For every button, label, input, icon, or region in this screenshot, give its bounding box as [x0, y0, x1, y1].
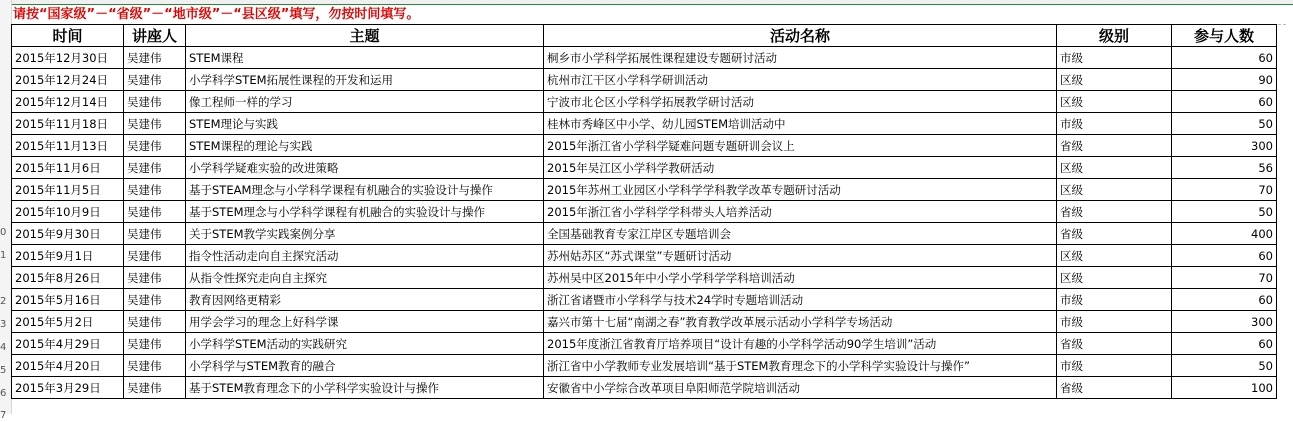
cell-topic[interactable]: 基于STEM理念与小学科学课程有机融合的实验设计与操作	[186, 201, 544, 223]
cell-time[interactable]: 2015年5月2日	[12, 311, 124, 333]
cell-speaker[interactable]: 吴建伟	[124, 289, 186, 311]
cell-level[interactable]: 市级	[1057, 355, 1172, 377]
cell-level[interactable]: 市级	[1057, 113, 1172, 135]
cell-speaker[interactable]: 吴建伟	[124, 201, 186, 223]
cell-participants[interactable]: 90	[1172, 69, 1277, 91]
cell-activity[interactable]: 桂林市秀峰区中小学、幼儿园STEM培训活动中	[544, 113, 1057, 135]
cell-activity[interactable]: 安徽省中小学综合改革项目阜阳师范学院培训活动	[544, 377, 1057, 399]
cell-speaker[interactable]: 吴建伟	[124, 157, 186, 179]
cell-time[interactable]: 2015年10月9日	[12, 201, 124, 223]
cell-activity[interactable]: 宁波市北仑区小学科学拓展教学研讨活动	[544, 91, 1057, 113]
cell-level[interactable]: 省级	[1057, 135, 1172, 157]
cell-activity[interactable]: 嘉兴市第十七届“南湖之春”教育教学改革展示活动小学科学专场活动	[544, 311, 1057, 333]
cell-speaker[interactable]: 吴建伟	[124, 113, 186, 135]
cell-topic[interactable]: 小学科学与STEM教育的融合	[186, 355, 544, 377]
cell-participants[interactable]: 56	[1172, 157, 1277, 179]
cell-level[interactable]: 市级	[1057, 289, 1172, 311]
instruction-note: 请按“国家级”－“省级”－“地市级”－“县区级”填写，勿按时间填写。	[13, 7, 420, 22]
header-level[interactable]: 级别	[1057, 25, 1172, 47]
table-row	[12, 179, 1277, 201]
cell-speaker[interactable]: 吴建伟	[124, 223, 186, 245]
cell-participants[interactable]: 60	[1172, 47, 1277, 69]
row-number[interactable]: 3	[0, 319, 7, 330]
cell-activity[interactable]: 桐乡市小学科学拓展性课程建设专题研讨活动	[544, 47, 1057, 69]
table-row	[12, 289, 1277, 311]
cell-level[interactable]: 市级	[1057, 47, 1172, 69]
cell-level[interactable]: 区级	[1057, 179, 1172, 201]
cell-time[interactable]: 2015年12月24日	[12, 69, 124, 91]
table-row	[12, 135, 1277, 157]
header-topic[interactable]: 主题	[186, 25, 544, 47]
table-row	[12, 377, 1277, 399]
row-number[interactable]: 2	[0, 296, 7, 307]
header-activity[interactable]: 活动名称	[544, 25, 1057, 47]
table-row	[12, 245, 1277, 267]
cell-activity[interactable]: 全国基础教育专家江岸区专题培训会	[544, 223, 1057, 245]
cell-topic[interactable]: 教育因网络更精彩	[186, 289, 544, 311]
cell-level[interactable]: 区级	[1057, 69, 1172, 91]
cell-level[interactable]: 市级	[1057, 311, 1172, 333]
cell-time[interactable]: 2015年8月26日	[12, 267, 124, 289]
cell-time[interactable]: 2015年4月29日	[12, 333, 124, 355]
cell-time[interactable]: 2015年12月30日	[12, 47, 124, 69]
cell-level[interactable]: 省级	[1057, 377, 1172, 399]
cell-participants[interactable]: 60	[1172, 91, 1277, 113]
cell-level[interactable]: 区级	[1057, 267, 1172, 289]
cell-topic[interactable]: 基于STEM教育理念下的小学科学实验设计与操作	[186, 377, 544, 399]
cell-level[interactable]: 区级	[1057, 91, 1172, 113]
cell-time[interactable]: 2015年11月13日	[12, 135, 124, 157]
cell-topic[interactable]: 小学科学疑难实验的改进策略	[186, 157, 544, 179]
row-number[interactable]: 7	[0, 410, 7, 421]
cell-activity[interactable]: 2015年浙江省小学科学学科带头人培养活动	[544, 201, 1057, 223]
cell-level[interactable]: 区级	[1057, 245, 1172, 267]
cell-participants[interactable]: 100	[1172, 377, 1277, 399]
cell-speaker[interactable]: 吴建伟	[124, 91, 186, 113]
cell-activity[interactable]: 2015年苏州工业园区小学科学学科教学改革专题研讨活动	[544, 179, 1057, 201]
header-row	[12, 25, 1277, 47]
cell-level[interactable]: 区级	[1057, 157, 1172, 179]
cell-topic[interactable]: 小学科学STEM拓展性课程的开发和运用	[186, 69, 544, 91]
cell-speaker[interactable]: 吴建伟	[124, 355, 186, 377]
cell-time[interactable]: 2015年9月1日	[12, 245, 124, 267]
cell-topic[interactable]: STEM课程	[186, 47, 544, 69]
cell-participants[interactable]: 50	[1172, 113, 1277, 135]
table-body	[12, 47, 1277, 399]
cell-activity[interactable]: 2015年浙江省小学科学疑难问题专题研训会议上	[544, 135, 1057, 157]
cell-topic[interactable]: 像工程师一样的学习	[186, 91, 544, 113]
cell-participants[interactable]: 60	[1172, 289, 1277, 311]
cell-activity[interactable]: 苏州姑苏区“苏式课堂”专题研讨活动	[544, 245, 1057, 267]
header-speaker[interactable]: 讲座人	[124, 25, 186, 47]
cell-time[interactable]: 2015年12月14日	[12, 91, 124, 113]
table-row	[12, 311, 1277, 333]
cell-time[interactable]: 2015年9月30日	[12, 223, 124, 245]
cell-participants[interactable]: 400	[1172, 223, 1277, 245]
row-number[interactable]: 0	[0, 227, 7, 238]
cell-time[interactable]: 2015年11月5日	[12, 179, 124, 201]
cell-level[interactable]: 省级	[1057, 223, 1172, 245]
cell-speaker[interactable]: 吴建伟	[124, 311, 186, 333]
cell-activity[interactable]: 2015年度浙江省教育厅培养项目“设计有趣的小学科学活动90学生培训”活动	[544, 333, 1057, 355]
table-row	[12, 157, 1277, 179]
table-row	[12, 223, 1277, 245]
cell-level[interactable]: 省级	[1057, 201, 1172, 223]
cell-participants[interactable]: 70	[1172, 179, 1277, 201]
cell-speaker[interactable]: 吴建伟	[124, 135, 186, 157]
row-number[interactable]: 6	[0, 388, 7, 399]
cell-topic[interactable]: STEM理论与实践	[186, 113, 544, 135]
cell-activity[interactable]: 杭州市江干区小学科学研训活动	[544, 69, 1057, 91]
table-row	[12, 333, 1277, 355]
cell-participants[interactable]: 300	[1172, 311, 1277, 333]
cell-participants[interactable]: 50	[1172, 355, 1277, 377]
cell-activity[interactable]: 2015年吴江区小学科学教研活动	[544, 157, 1057, 179]
cell-time[interactable]: 2015年4月20日	[12, 355, 124, 377]
cell-time[interactable]: 2015年3月29日	[12, 377, 124, 399]
cell-speaker[interactable]: 吴建伟	[124, 245, 186, 267]
table-row	[12, 355, 1277, 377]
table-row	[12, 201, 1277, 223]
cell-speaker[interactable]: 吴建伟	[124, 377, 186, 399]
cell-topic[interactable]: STEM课程的理论与实践	[186, 135, 544, 157]
cell-topic[interactable]: 小学科学STEM活动的实践研究	[186, 333, 544, 355]
table-row	[12, 47, 1277, 69]
cell-time[interactable]: 2015年11月6日	[12, 157, 124, 179]
table-row	[12, 267, 1277, 289]
cell-speaker[interactable]: 吴建伟	[124, 333, 186, 355]
cell-level[interactable]: 省级	[1057, 333, 1172, 355]
row-number[interactable]: 4	[0, 342, 7, 353]
row-number[interactable]: 5	[0, 365, 7, 376]
cell-topic[interactable]: 用学会学习的理念上好科学课	[186, 311, 544, 333]
cell-time[interactable]: 2015年11月18日	[12, 113, 124, 135]
lecture-table	[11, 24, 1277, 399]
table-row	[12, 69, 1277, 91]
cell-participants[interactable]: 70	[1172, 267, 1277, 289]
cell-speaker[interactable]: 吴建伟	[124, 47, 186, 69]
cell-topic[interactable]: 关于STEM教学实践案例分享	[186, 223, 544, 245]
cell-speaker[interactable]: 吴建伟	[124, 179, 186, 201]
cell-topic[interactable]: 指令性活动走向自主探究活动	[186, 245, 544, 267]
header-participants[interactable]: 参与人数	[1172, 25, 1277, 47]
table-row	[12, 113, 1277, 135]
cell-participants[interactable]: 50	[1172, 201, 1277, 223]
cell-activity[interactable]: 浙江省中小学教师专业发展培训“基于STEM教育理念下的小学科学实验设计与操作”	[544, 355, 1057, 377]
cell-speaker[interactable]: 吴建伟	[124, 69, 186, 91]
cell-activity[interactable]: 浙江省诸暨市小学科学与技术24学时专题培训活动	[544, 289, 1057, 311]
table-row	[12, 91, 1277, 113]
cell-participants[interactable]: 300	[1172, 135, 1277, 157]
cell-topic[interactable]: 基于STEAM理念与小学科学课程有机融合的实验设计与操作	[186, 179, 544, 201]
cell-time[interactable]: 2015年5月16日	[12, 289, 124, 311]
cell-topic[interactable]: 从指令性探究走向自主探究	[186, 267, 544, 289]
cell-participants[interactable]: 60	[1172, 333, 1277, 355]
cell-activity[interactable]: 苏州吴中区2015年中小学小学科学学科培训活动	[544, 267, 1057, 289]
cell-participants[interactable]: 60	[1172, 245, 1277, 267]
header-time[interactable]: 时间	[12, 25, 124, 47]
row-number[interactable]: 1	[0, 250, 7, 261]
cell-speaker[interactable]: 吴建伟	[124, 267, 186, 289]
